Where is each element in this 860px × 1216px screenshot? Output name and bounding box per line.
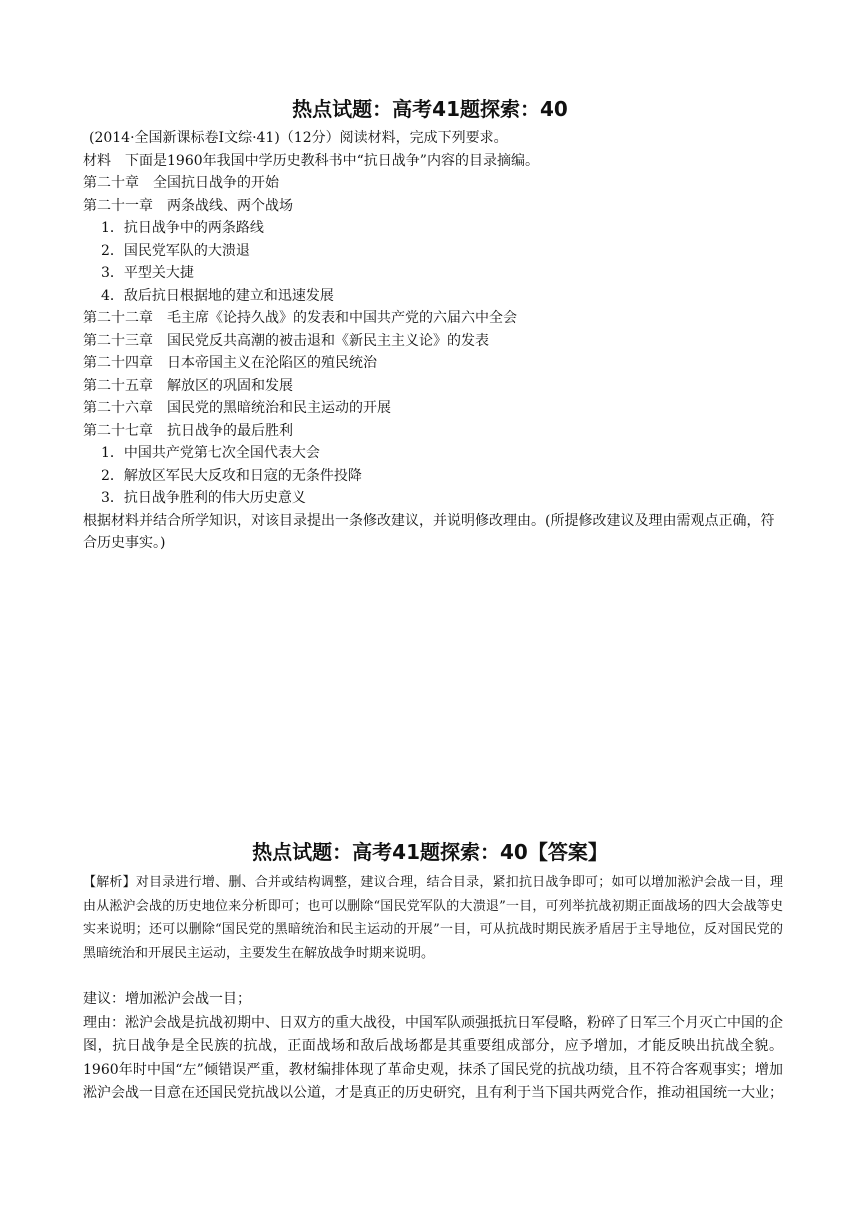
toc-section: 1．中国共产党第七次全国代表大会: [101, 445, 320, 461]
toc-section: 1．抗日战争中的两条路线: [101, 220, 264, 236]
answer-suggestion: 建议：增加淞沪会战一目；: [83, 991, 251, 1007]
toc-chapter: 第二十二章 毛主席《论持久战》的发表和中国共产党的六届六中全会: [83, 310, 517, 326]
question-body: [83, 127, 783, 555]
question-source: (2014·全国新课标卷Ⅰ文综·41)（12分）阅读材料，完成下列要求。: [89, 130, 508, 146]
toc-chapter: 第二十一章 两条战线、两个战场: [83, 197, 293, 214]
question-task: 根据材料并结合所学知识，对该目录提出一条修改建议，并说明修改理由。(所提修改建议及理由需观点正确，符合历史事实。): [83, 512, 775, 551]
material-intro: 材料 下面是1960年我国中学历史教科书中“抗日战争”内容的目录摘编。: [83, 152, 539, 169]
toc-chapter: 第二十三章 国民党反共高潮的被击退和《新民主主义论》的发表: [83, 332, 489, 349]
answer-title: 热点试题：高考41题探索：40【答案】: [252, 840, 608, 864]
toc-chapter: 第二十章 全国抗日战争的开始: [83, 175, 279, 191]
toc-chapter: 第二十四章 日本帝国主义在沦陷区的殖民统治: [83, 355, 377, 371]
toc-chapter: 第二十七章 抗日战争的最后胜利: [83, 422, 293, 439]
answer-analysis: 【解析】对目录进行增、删、合并或结构调整，建议合理，结合目录，紧扣抗日战争即可；如可以增加淞沪会战一目，理由从淞沪会战的历史地位来分析即可；也可以删除“国民党军队的大溃退”一目，可列举抗战初期正面战场的四大会战等史实来说明；还可以删除“国民党的黑暗统治和民主运动的开展”一目，可从抗战时期民族矛盾居于主导地位，反对国民党的黑暗统治和开展民主运动，主要发生在解放战争时期来说明。: [83, 875, 783, 961]
toc-section: 3．抗日战争胜利的伟大历史意义: [101, 490, 306, 506]
toc-section: 2．国民党军队的大溃退: [101, 242, 250, 259]
toc-chapter: 第二十六章 国民党的黑暗统治和民主运动的开展: [83, 400, 391, 416]
toc-section: 3．平型关大捷: [101, 265, 194, 281]
answer-body: [83, 988, 783, 1106]
toc-section: 4．敌后抗日根据地的建立和迅速发展: [101, 287, 334, 304]
toc-chapter: 第二十五章 解放区的巩固和发展: [83, 377, 293, 394]
toc-section: 2．解放区军民大反攻和日寇的无条件投降: [101, 467, 362, 484]
question-title: 热点试题：高考41题探索：40: [292, 97, 568, 121]
answer-reason: 理由：淞沪会战是抗战初期中、日双方的重大战役，中国军队顽强抵抗日军侵略，粉碎了日军三个月灭亡中国的企图，抗日战争是全民族的抗战，正面战场和敌后战场都是其重要组成部分，应予增加，才能反映出抗战全貌。1960年时中国“左”倾错误严重，教材编排体现了革命史观，抹杀了国民党的抗战功绩，且不符合客观事实；增加淞沪会战一目意在还国民党抗战以公道，才是真正的历史研究，且有利于当下国共两党合作，推动祖国统一大业；: [83, 1014, 783, 1101]
